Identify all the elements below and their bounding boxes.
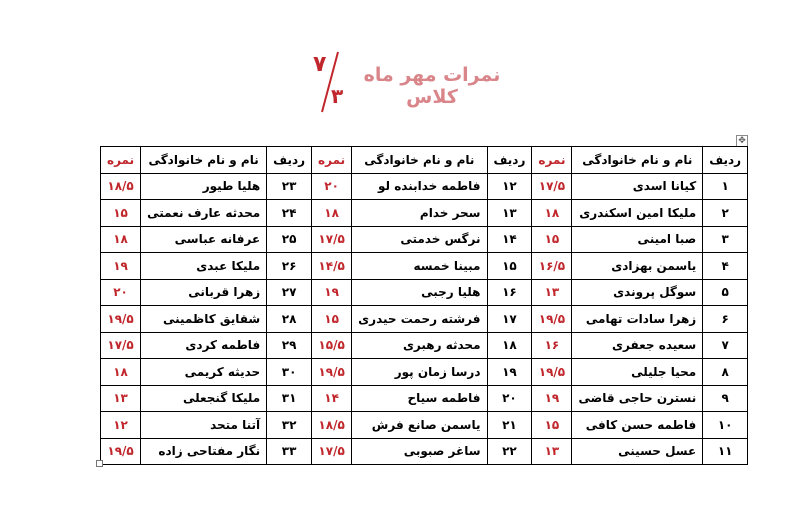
row-number-cell: ۲۲ xyxy=(487,438,532,465)
score-cell: ۱۸/۵ xyxy=(312,412,352,439)
student-name-cell: نگار مفتاحی زاده xyxy=(141,438,267,465)
student-name-cell: فرشته رحمت حیدری xyxy=(352,306,487,333)
table-resize-handle[interactable] xyxy=(96,460,103,467)
student-name-cell: درسا زمان پور xyxy=(352,359,487,386)
row-number-cell: ۵ xyxy=(703,279,748,306)
header-score: نمره xyxy=(532,147,572,174)
row-number-cell: ۱۲ xyxy=(487,173,532,200)
student-name-cell: فاطمه خدابنده لو xyxy=(352,173,487,200)
row-number-cell: ۲۹ xyxy=(267,332,312,359)
student-name-cell: حدیثه کریمی xyxy=(141,359,267,386)
row-number-cell: ۱۴ xyxy=(487,226,532,253)
student-name-cell: هلیا طیور xyxy=(141,173,267,200)
student-name-cell: شقایق کاظمینی xyxy=(141,306,267,333)
score-cell: ۲۰ xyxy=(312,173,352,200)
score-cell: ۱۲ xyxy=(101,412,141,439)
score-cell: ۲۰ xyxy=(101,279,141,306)
table-row xyxy=(101,226,748,253)
header-row-number: ردیف xyxy=(487,147,532,174)
row-number-cell: ۴ xyxy=(703,253,748,280)
grades-table xyxy=(100,146,748,465)
row-number-cell: ۲۵ xyxy=(267,226,312,253)
fraction-denominator: ۳ xyxy=(331,84,344,108)
student-name-cell: ملیکا گنجعلی xyxy=(141,385,267,412)
score-cell: ۱۴/۵ xyxy=(312,253,352,280)
row-number-cell: ۱۱ xyxy=(703,438,748,465)
score-cell: ۱۳ xyxy=(101,385,141,412)
score-cell: ۱۹/۵ xyxy=(312,359,352,386)
table-row xyxy=(101,173,748,200)
row-number-cell: ۳۲ xyxy=(267,412,312,439)
row-number-cell: ۲۴ xyxy=(267,200,312,227)
row-number-cell: ۱۷ xyxy=(487,306,532,333)
score-cell: ۱۳ xyxy=(532,438,572,465)
row-number-cell: ۱۹ xyxy=(487,359,532,386)
score-cell: ۱۶/۵ xyxy=(532,253,572,280)
score-cell: ۱۳ xyxy=(532,279,572,306)
score-cell: ۱۹ xyxy=(532,385,572,412)
score-cell: ۱۹/۵ xyxy=(101,306,141,333)
student-name-cell: ملیکا امین اسکندری xyxy=(572,200,703,227)
student-name-cell: یاسمن صانع فرش xyxy=(352,412,487,439)
row-number-cell: ۱۸ xyxy=(487,332,532,359)
score-cell: ۱۵ xyxy=(101,200,141,227)
student-name-cell: فاطمه حسن کافی xyxy=(572,412,703,439)
row-number-cell: ۱۶ xyxy=(487,279,532,306)
student-name-cell: فاطمه کردی xyxy=(141,332,267,359)
header-score: نمره xyxy=(312,147,352,174)
student-name-cell: زهرا قربانی xyxy=(141,279,267,306)
score-cell: ۱۷/۵ xyxy=(101,332,141,359)
fraction-numerator: ۷ xyxy=(313,52,327,77)
score-cell: ۱۸ xyxy=(532,200,572,227)
student-name-cell: هلیا رجبی xyxy=(352,279,487,306)
header-row-number: ردیف xyxy=(703,147,748,174)
header-name: نام و نام خانوادگی xyxy=(141,147,267,174)
score-cell: ۱۸ xyxy=(101,226,141,253)
table-row xyxy=(101,412,748,439)
row-number-cell: ۳۱ xyxy=(267,385,312,412)
row-number-cell: ۲۳ xyxy=(267,173,312,200)
row-number-cell: ۸ xyxy=(703,359,748,386)
student-name-cell: نرگس خدمتی xyxy=(352,226,487,253)
score-cell: ۱۵ xyxy=(532,226,572,253)
student-name-cell: محدثه رهبری xyxy=(352,332,487,359)
row-number-cell: ۱۰ xyxy=(703,412,748,439)
header-row xyxy=(101,147,748,174)
table-row xyxy=(101,359,748,386)
student-name-cell: محیا جلیلی xyxy=(572,359,703,386)
score-cell: ۱۶ xyxy=(532,332,572,359)
row-number-cell: ۲۸ xyxy=(267,306,312,333)
score-cell: ۱۵ xyxy=(312,306,352,333)
student-name-cell: عسل حسینی xyxy=(572,438,703,465)
page-title: نمرات مهر ماه کلاس xyxy=(363,64,501,108)
score-cell: ۱۷/۵ xyxy=(312,226,352,253)
student-name-cell: سعیده جعفری xyxy=(572,332,703,359)
row-number-cell: ۳۳ xyxy=(267,438,312,465)
row-number-cell: ۲۷ xyxy=(267,279,312,306)
row-number-cell: ۳۰ xyxy=(267,359,312,386)
header-row-number: ردیف xyxy=(267,147,312,174)
table-row xyxy=(101,438,748,465)
score-cell: ۱۸/۵ xyxy=(101,173,141,200)
row-number-cell: ۲۱ xyxy=(487,412,532,439)
row-number-cell: ۲ xyxy=(703,200,748,227)
student-name-cell: فاطمه سیاح xyxy=(352,385,487,412)
table-row xyxy=(101,200,748,227)
student-name-cell: ملیکا عبدی xyxy=(141,253,267,280)
student-name-cell: محدثه عارف نعمتی xyxy=(141,200,267,227)
table-row xyxy=(101,332,748,359)
score-cell: ۱۵ xyxy=(532,412,572,439)
student-name-cell: آتنا متحد xyxy=(141,412,267,439)
row-number-cell: ۱۵ xyxy=(487,253,532,280)
header-name: نام و نام خانوادگی xyxy=(352,147,487,174)
row-number-cell: ۱۳ xyxy=(487,200,532,227)
move-cross-icon[interactable]: ✥ xyxy=(736,135,748,147)
score-cell: ۱۹ xyxy=(101,253,141,280)
row-number-cell: ۲۶ xyxy=(267,253,312,280)
score-cell: ۱۹ xyxy=(312,279,352,306)
table-row xyxy=(101,279,748,306)
table-row xyxy=(101,306,748,333)
student-name-cell: یاسمن بهزادی xyxy=(572,253,703,280)
student-name-cell: صبا امینی xyxy=(572,226,703,253)
student-name-cell: سحر خدام xyxy=(352,200,487,227)
score-cell: ۱۹/۵ xyxy=(532,359,572,386)
score-cell: ۱۴ xyxy=(312,385,352,412)
student-name-cell: مبینا خمسه xyxy=(352,253,487,280)
student-name-cell: سوگل پروندی xyxy=(572,279,703,306)
row-number-cell: ۶ xyxy=(703,306,748,333)
student-name-cell: ساغر صبوبی xyxy=(352,438,487,465)
score-cell: ۱۸ xyxy=(101,359,141,386)
score-cell: ۱۷/۵ xyxy=(532,173,572,200)
student-name-cell: نسترن حاجی قاضی xyxy=(572,385,703,412)
row-number-cell: ۲۰ xyxy=(487,385,532,412)
student-name-cell: کیانا اسدی xyxy=(572,173,703,200)
score-cell: ۱۹/۵ xyxy=(532,306,572,333)
header-score: نمره xyxy=(101,147,141,174)
score-cell: ۱۷/۵ xyxy=(312,438,352,465)
score-cell: ۱۵/۵ xyxy=(312,332,352,359)
table-row xyxy=(101,385,748,412)
header-name: نام و نام خانوادگی xyxy=(572,147,703,174)
row-number-cell: ۹ xyxy=(703,385,748,412)
score-cell: ۱۸ xyxy=(312,200,352,227)
student-name-cell: زهرا سادات تهامی xyxy=(572,306,703,333)
row-number-cell: ۷ xyxy=(703,332,748,359)
score-cell: ۱۹/۵ xyxy=(101,438,141,465)
row-number-cell: ۳ xyxy=(703,226,748,253)
student-name-cell: عرفانه عباسی xyxy=(141,226,267,253)
row-number-cell: ۱ xyxy=(703,173,748,200)
table-row xyxy=(101,253,748,280)
